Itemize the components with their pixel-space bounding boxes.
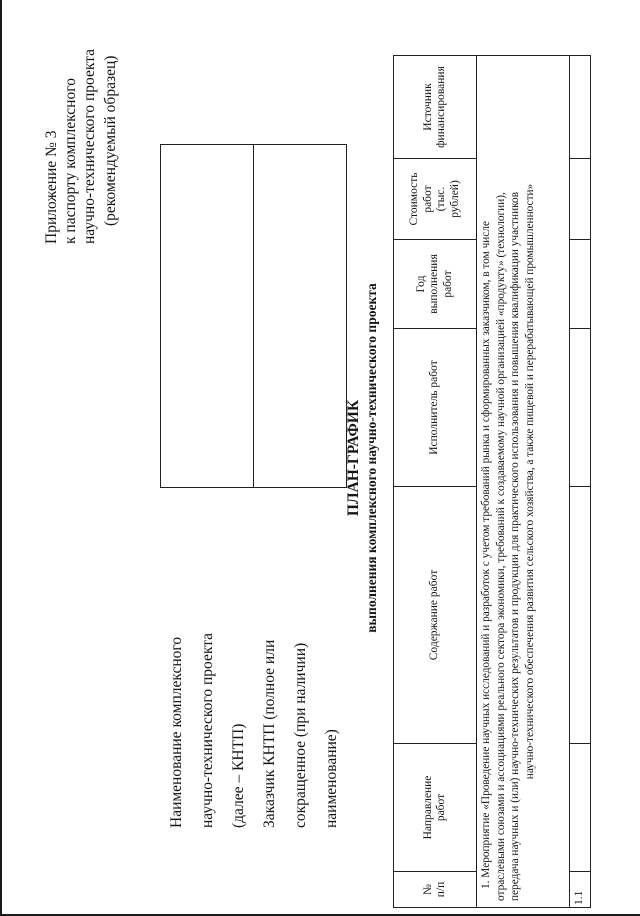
header-line: № (421, 884, 434, 895)
table-header-row (394, 56, 477, 908)
row-number-cell: 1.1 (570, 872, 591, 908)
header-line: работ (435, 793, 447, 822)
document-subtitle: выполнения комплексного научно-технического проекта (364, 283, 379, 633)
header-line: п/п (435, 881, 447, 898)
header-line: Содержание работ (428, 569, 441, 661)
direction-cell[interactable] (570, 744, 591, 872)
recommended-sample-note: (рекомендуемый образец) (102, 55, 119, 226)
column-header-executor (394, 329, 477, 487)
header-line: Источник (421, 83, 434, 131)
column-header-source (394, 56, 477, 159)
header-line: (тыс. (435, 186, 447, 212)
customer-field[interactable] (254, 145, 347, 488)
column-header-cost (394, 159, 477, 240)
project-name-field[interactable] (161, 145, 254, 488)
event-description (477, 56, 570, 908)
column-header-year (394, 240, 477, 329)
label-line: наименование) (322, 729, 340, 828)
appendix-reference-cont: научно-технического проекта (81, 49, 98, 244)
year-cell[interactable] (570, 240, 591, 329)
document-title: ПЛАН-ГРАФИК (345, 399, 362, 517)
header-line: финансирования (435, 66, 447, 148)
label-line: сокращенное (при наличии) (291, 642, 309, 828)
column-header-number (394, 872, 477, 908)
customer-label (254, 488, 347, 833)
column-header-direction (394, 744, 477, 872)
header-line: Год (414, 275, 427, 293)
column-header-content (394, 487, 477, 744)
event-line: передача научных и (или) научно-технических результатов и продукции для практического использования и повышения квалификации участников (509, 191, 521, 901)
header-line: Исполнитель работ (428, 360, 441, 455)
table-row (570, 56, 591, 908)
project-name-row (161, 145, 254, 833)
appendix-reference: к паспорту комплексного (62, 78, 79, 244)
appendix-header (42, 4, 99, 244)
header-line: Направление (421, 775, 434, 840)
source-cell[interactable] (570, 56, 591, 159)
header-line: Стоимость (408, 172, 420, 226)
content-cell[interactable] (570, 487, 591, 744)
header-line: рублей) (448, 180, 461, 218)
header-line: работ (421, 185, 434, 213)
cost-cell[interactable] (570, 159, 591, 240)
label-line: (далее – КНТП) (229, 723, 247, 828)
document-heading (345, 0, 380, 916)
executor-cell[interactable] (570, 329, 591, 487)
project-name-label (161, 488, 254, 833)
event-line: 1. Мероприятие «Проведение научных исследований и разработок с учетом требований рынка и сформированных заказчиком, в том числе (480, 221, 492, 889)
appendix-number: Приложение № 3 (43, 130, 60, 244)
event-line: отраслевыми союзами и ассоциациями реального сектора экономики, требований к создаваемому научной организацией «продукту» (технологии), (494, 192, 507, 901)
label-line: Наименование комплексного (167, 636, 185, 828)
event-row (477, 56, 570, 908)
label-line: Заказчик КНТП (полное или (260, 639, 278, 828)
plan-schedule-table (393, 55, 591, 908)
customer-row (254, 145, 347, 833)
event-line: научно-технического обеспечения развития сельского хозяйства, а также пищевой и перерабатывающей промышленности» (523, 183, 536, 780)
header-line: работ (441, 270, 454, 298)
header-line: выполнения (428, 254, 441, 314)
passport-fields-table (160, 144, 347, 832)
label-line: научно-технического проекта (198, 633, 216, 828)
